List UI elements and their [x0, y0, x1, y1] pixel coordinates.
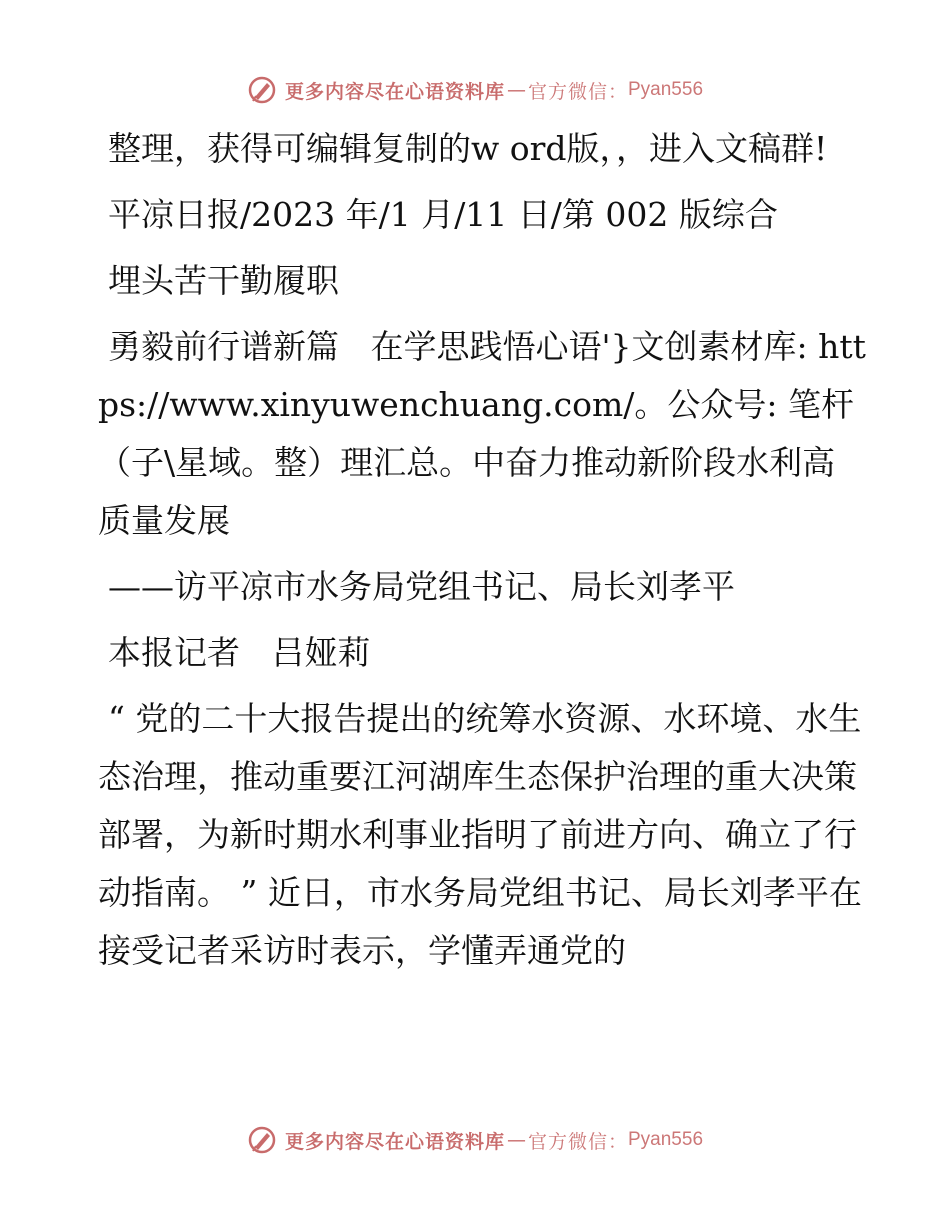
watermark-brand: 更多内容尽在心语资料库 — [284, 80, 505, 103]
paragraph-body: “ 党的二十大报告提出的统筹水资源、水环境、水生态治理，推动重要江河湖库生态保护治理的重大决策部署，为新时期水利事业指明了前进方向、确立了行动指南。 ” 近日，市水务局党组书记、局长刘孝平在接受记者采访时表示，学懂弄通党的 — [98, 699, 862, 970]
watermark-wechat-id: Pyan556 — [628, 79, 704, 100]
paragraph-intro: 整理，获得可编辑复制的w ord版，，进入文稿群! — [108, 129, 828, 168]
pen-seal-icon — [247, 75, 277, 105]
paragraph-source-line: 平凉日报/2023 年/1 月/11 日/第 002 版综合 — [108, 195, 778, 234]
watermark-label: 官方微信： — [527, 1130, 628, 1153]
watermark-brand: 更多内容尽在心语资料库 — [284, 1130, 505, 1153]
article-subheadline: 勇毅前行谱新篇 在学思践悟心语'}文创素材库: https://www.xinyuwenchuang.com/。公众号: 笔杆（子\星域。整）理汇总。中奋力推动新阶段水利高质量发展 — [98, 327, 866, 540]
document-body — [98, 120, 868, 988]
interview-subtitle: ——访平凉市水务局党组书记、局长刘孝平 — [108, 567, 735, 606]
watermark-label: 官方微信： — [527, 80, 628, 103]
footer-watermark — [0, 1120, 950, 1160]
watermark-wechat-id: Pyan556 — [628, 1129, 704, 1150]
watermark-separator: — — [506, 1129, 526, 1151]
watermark-separator: — — [506, 79, 526, 101]
header-watermark — [0, 70, 950, 110]
reporter-byline: 本报记者 吕娅莉 — [108, 633, 371, 672]
article-headline: 埋头苦干勤履职 — [108, 261, 339, 300]
pen-seal-icon — [247, 1125, 277, 1155]
